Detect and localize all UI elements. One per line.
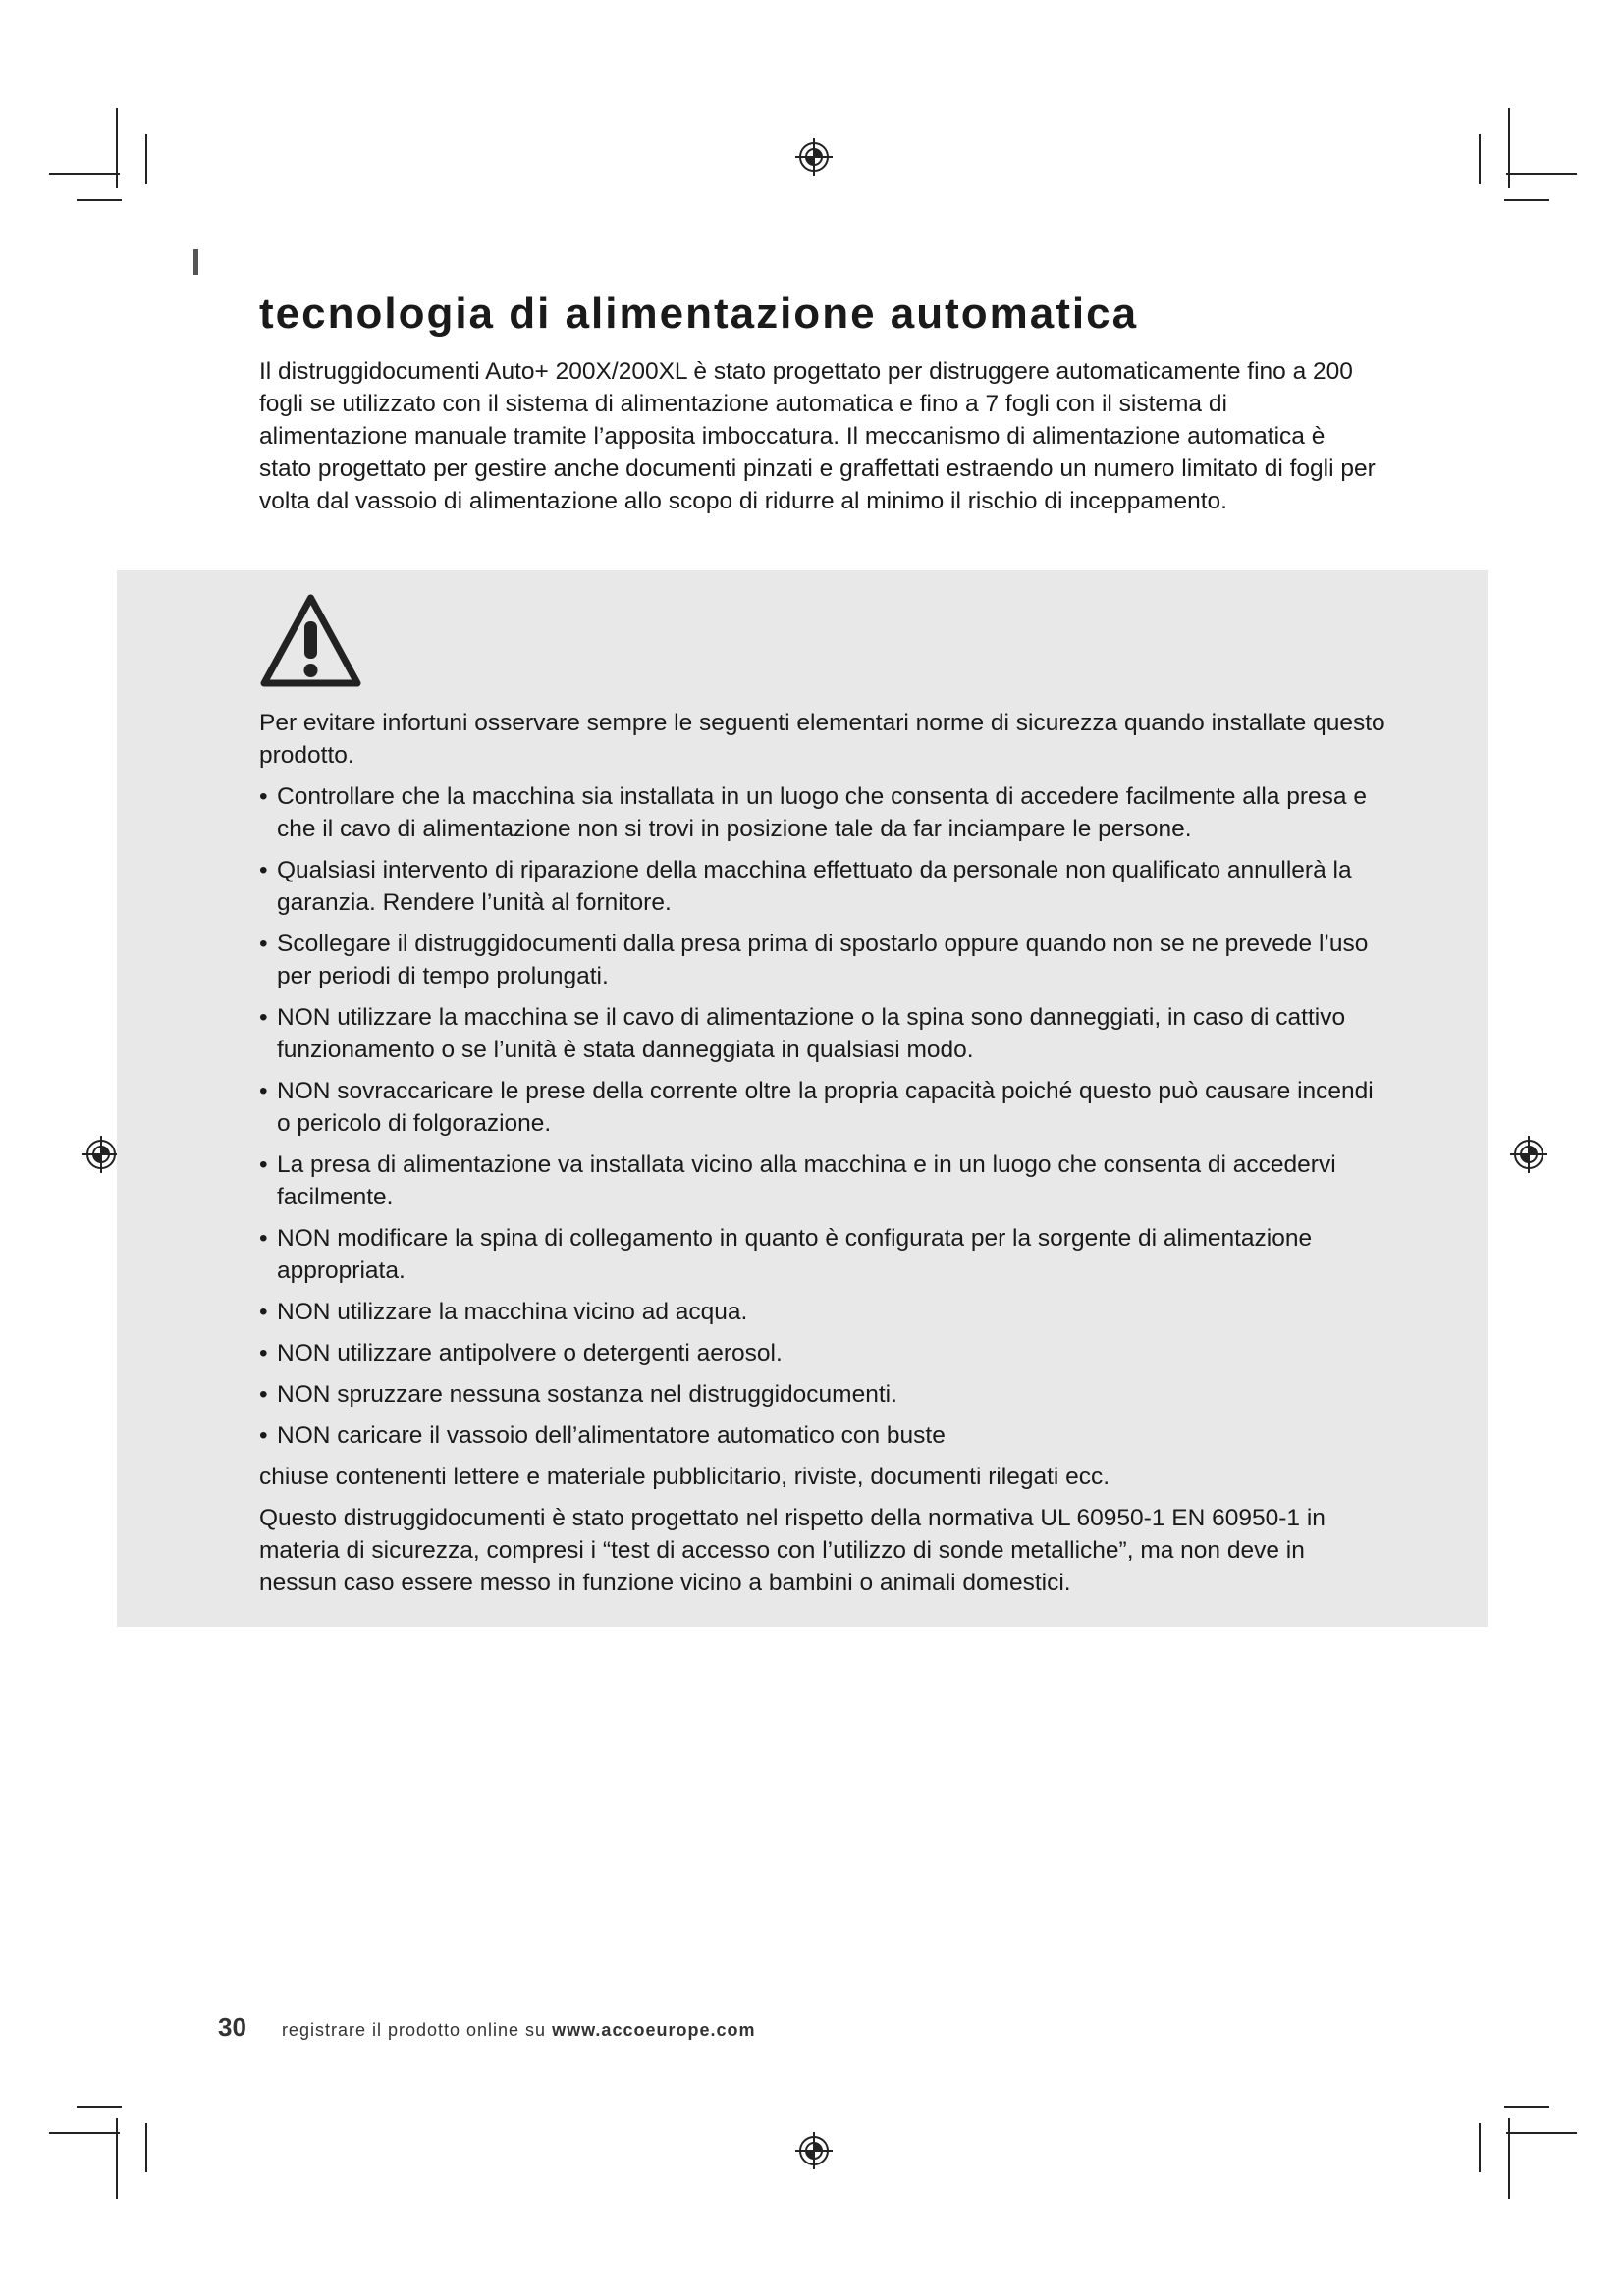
list-item: • NON sovraccaricare le prese della corrente oltre la propria capacità poiché questo può causare incendi o pericolo di folgorazione. bbox=[259, 1075, 1388, 1140]
list-item: • NON utilizzare la macchina vicino ad acqua. bbox=[259, 1296, 1388, 1328]
crop-mark bbox=[1504, 2106, 1549, 2108]
warning-triangle-icon bbox=[259, 592, 362, 690]
crop-mark bbox=[1479, 2123, 1481, 2172]
crop-mark bbox=[1504, 199, 1549, 201]
page-number: 30 bbox=[218, 2012, 246, 2042]
list-item: • NON modificare la spina di collegamento in quanto è configurata per la sorgente di alimentazione appropriata. bbox=[259, 1222, 1388, 1287]
list-item: • NON utilizzare la macchina se il cavo di alimentazione o la spina sono danneggiati, in caso di cattivo funzionamento o se l’unità è stata danneggiata in qualsiasi modo. bbox=[259, 1001, 1388, 1066]
safety-list bbox=[259, 780, 1388, 1452]
list-item: • NON caricare il vassoio dell’alimentatore automatico con buste bbox=[259, 1419, 1388, 1452]
safety-lead: Per evitare infortuni osservare sempre le seguenti elementari norme di sicurezza quando installate questo prodotto. bbox=[259, 710, 1385, 769]
crop-mark bbox=[116, 2118, 118, 2199]
footer-url: www.accoeurope.com bbox=[552, 2020, 756, 2040]
crop-mark bbox=[77, 2106, 122, 2108]
page-title: tecnologia di alimentazione automatica bbox=[259, 290, 1139, 338]
list-item: • NON utilizzare antipolvere o detergenti aerosol. bbox=[259, 1337, 1388, 1369]
crop-mark bbox=[1479, 134, 1481, 184]
crop-mark bbox=[1506, 173, 1577, 175]
registration-mark-icon bbox=[793, 2130, 835, 2171]
safety-continuation: chiuse contenenti lettere e materiale pubblicitario, riviste, documenti rilegati ecc. bbox=[259, 1464, 1110, 1490]
registration-mark-icon bbox=[793, 136, 835, 178]
crop-mark bbox=[1508, 108, 1510, 188]
crop-mark bbox=[49, 173, 120, 175]
list-item: • NON spruzzare nessuna sostanza nel distruggidocumenti. bbox=[259, 1378, 1388, 1411]
list-item: • Controllare che la macchina sia installata in un luogo che consenta di accedere facilmente alla presa e che il cavo di alimentazione non si trovi in posizione tale da far inciampare le persone. bbox=[259, 780, 1388, 845]
registration-mark-icon bbox=[81, 1134, 122, 1175]
list-item: • Qualsiasi intervento di riparazione della macchina effettuato da personale non qualificato annullerà la garanzia. Rendere l’unità al fornitore. bbox=[259, 854, 1388, 919]
list-item: • La presa di alimentazione va installata vicino alla macchina e in un luogo che consenta di accedervi facilmente. bbox=[259, 1148, 1388, 1213]
crop-mark bbox=[77, 199, 122, 201]
crop-mark bbox=[145, 134, 147, 184]
crop-mark bbox=[1506, 2132, 1577, 2134]
registration-mark-icon bbox=[1508, 1134, 1549, 1175]
list-item: • Scollegare il distruggidocumenti dalla presa prima di spostarlo oppure quando non se ne prevede l’uso per periodi di tempo prolungati. bbox=[259, 928, 1388, 992]
page-footer bbox=[218, 2012, 755, 2043]
margin-bar bbox=[193, 249, 198, 275]
safety-closing: Questo distruggidocumenti è stato progettato nel rispetto della normativa UL 60950-1 EN 60950-1 in materia di sicurezza, compresi i “test di accesso con l’utilizzo di sonde metalliche”, ma non deve in nessun caso essere messo in funzione vicino a bambini o animali domestici. bbox=[259, 1505, 1326, 1596]
footer-text: registrare il prodotto online su bbox=[281, 2020, 547, 2040]
crop-mark bbox=[116, 108, 118, 188]
crop-mark bbox=[145, 2123, 147, 2172]
intro-paragraph: Il distruggidocumenti Auto+ 200X/200XL è stato progettato per distruggere automaticamente fino a 200 fogli se utilizzato con il sistema di alimentazione automatica e fino a 7 fogli con il sistema di alimentazione manuale tramite l’apposita imboccatura. Il meccanismo di alimentazione automatica è stato progettato per gestire anche documenti pinzati e graffettati estraendo un numero limitato di fogli per volta dal vassoio di alimentazione allo scopo di ridurre al minimo il rischio di inceppamento. bbox=[259, 358, 1376, 514]
crop-mark bbox=[49, 2132, 120, 2134]
safety-text bbox=[259, 707, 1388, 1608]
crop-mark bbox=[1508, 2118, 1510, 2199]
